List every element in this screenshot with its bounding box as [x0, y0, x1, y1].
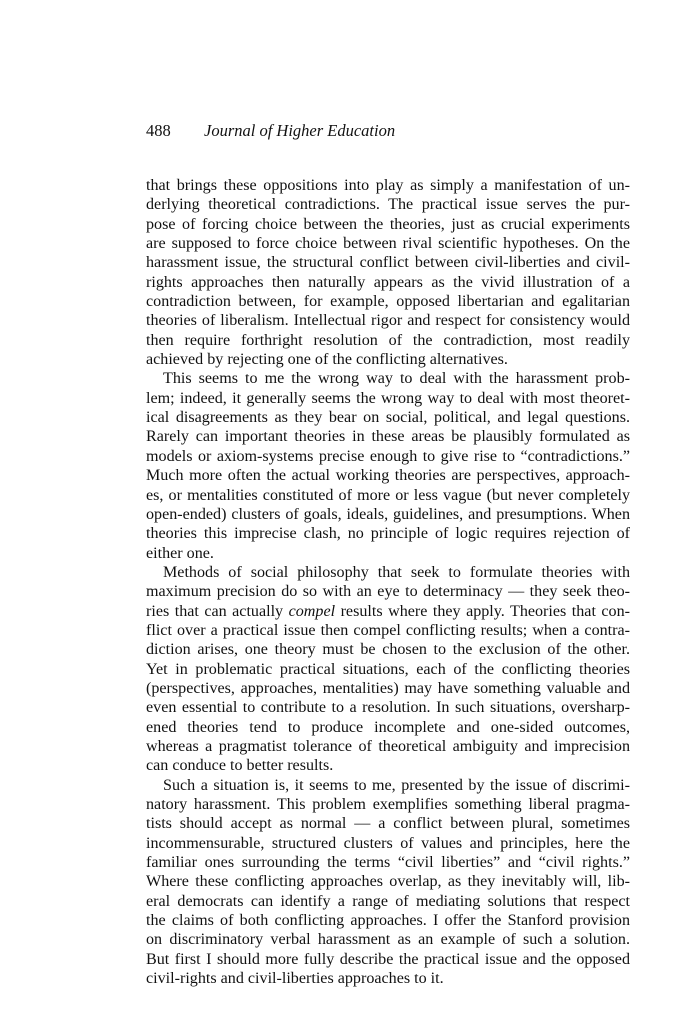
text-line: can conduce to better results. [146, 757, 334, 775]
text-segment: ries that can actually [146, 602, 289, 620]
text-line: on discriminatory verbal harassment as an example of such a solution. [146, 931, 630, 949]
text-line: then require forthright resolution of the contradiction, most readily [146, 331, 630, 349]
text-line: Rarely can important theories in these areas be plausibly formulated as [146, 428, 630, 446]
text-line: rights approaches then naturally appears as the vivid illustration of a [146, 273, 630, 291]
text-line: models or axiom-systems precise enough to give rise to “contradictions.” [146, 447, 630, 465]
text-line: natory harassment. This problem exemplifies something liberal pragma- [146, 796, 630, 813]
paragraph-3 [146, 563, 630, 776]
journal-title: Journal of Higher Education [204, 121, 396, 140]
text-line: familiar ones surrounding the terms “civil liberties” and “civil rights.” [146, 854, 630, 872]
text-line: civil-rights and civil-liberties approaches to it. [146, 970, 444, 988]
text-line: (perspectives, approaches, mentalities) may have something valuable and [146, 679, 630, 697]
text-line: ical disagreements as they bear on social, political, and legal questions. [146, 409, 630, 427]
text-line: flict over a practical issue then compel conflicting results; when a contra- [146, 621, 630, 639]
text-line: that brings these oppositions into play as simply a manifestation of un- [146, 177, 630, 194]
page-number: 488 [146, 121, 171, 140]
text-line: theories of liberalism. Intellectual rigor and respect for consistency would [146, 312, 630, 330]
running-header [146, 120, 395, 142]
text-line: contradiction between, for example, opposed libertarian and egalitarian [146, 293, 630, 311]
text-line: Such a situation is, it seems to me, presented by the issue of discrimi- [163, 776, 630, 794]
text-line: Much more often the actual working theories are perspectives, approach- [146, 467, 630, 485]
text-segment: results where they apply. Theories that con- [335, 602, 631, 620]
text-line: ened theories tend to produce incomplete and one-sided outcomes, [146, 718, 630, 736]
text-line: open-ended) clusters of goals, ideals, guidelines, and presumptions. When [146, 505, 630, 523]
text-line: es, or mentalities constituted of more or less vague (but never completely [146, 486, 630, 504]
text-line: derlying theoretical contradictions. The practical issue serves the pur- [146, 196, 630, 214]
text-line: Methods of social philosophy that seek to formulate theories with [163, 563, 630, 581]
text-line: tists should accept as normal — a conflict between plural, sometimes [146, 815, 630, 833]
paragraph-4 [146, 776, 630, 989]
text-line: Yet in problematic practical situations, each of the conflicting theories [146, 660, 630, 678]
text-line: theories this imprecise clash, no principle of logic requires rejection of [146, 525, 630, 543]
emphasis-word: compel [288, 602, 336, 620]
text-line: diction arises, one theory must be chosen to the exclusion of the other. [146, 641, 630, 659]
text-line: harassment issue, the structural conflict between civil-liberties and civil- [146, 254, 630, 272]
text-line: But first I should more fully describe the practical issue and the opposed [146, 950, 630, 968]
text-line: lem; indeed, it generally seems the wrong way to deal with most theoret- [146, 389, 630, 407]
text-line: This seems to me the wrong way to deal with the harassment prob- [163, 370, 630, 388]
text-line: pose of forcing choice between the theories, just as crucial experiments [146, 215, 630, 233]
body-text [146, 176, 630, 988]
paragraph-1 [146, 176, 630, 369]
text-line: the claims of both conflicting approaches. I offer the Stanford provision [146, 912, 630, 930]
text-line: maximum precision do so with an eye to determinacy — they seek theo- [146, 583, 630, 601]
text-line-with-emphasis [146, 602, 630, 621]
paragraph-2 [146, 369, 630, 562]
text-line: eral democrats can identify a range of mediating solutions that respect [146, 892, 630, 910]
text-line: are supposed to force choice between rival scientific hypotheses. On the [146, 235, 630, 253]
text-line: either one. [146, 544, 214, 562]
text-line: whereas a pragmatist tolerance of theoretical ambiguity and imprecision [146, 737, 630, 755]
text-line: Where these conflicting approaches overlap, as they inevitably will, lib- [146, 873, 630, 891]
text-line: incommensurable, structured clusters of values and principles, here the [146, 834, 630, 852]
text-line: achieved by rejecting one of the conflicting alternatives. [146, 351, 508, 369]
text-line: even essential to contribute to a resolution. In such situations, oversharp- [146, 699, 630, 717]
